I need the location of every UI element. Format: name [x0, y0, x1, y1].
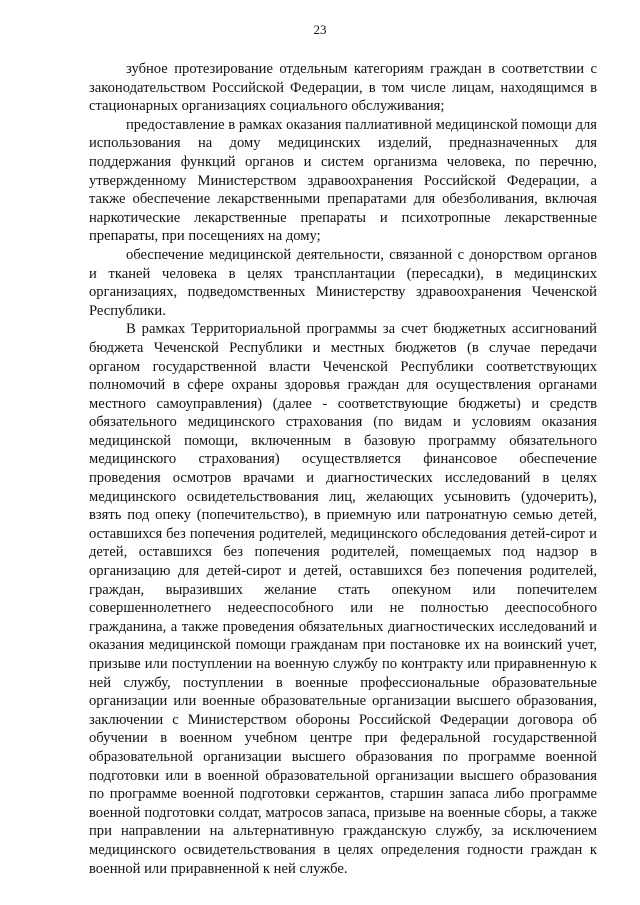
document-body — [89, 60, 597, 878]
page-number: 23 — [313, 22, 327, 37]
paragraph-territorial-program: В рамках Территориальной программы за счет бюджетных ассигнований бюджета Чеченской Республики и местных бюджетов (в случае передачи органом государственной власти Чеченской Республики соответствующих полномочий в сфере охраны здоровья граждан для осуществления органами местного самоуправления) (далее - соответствующие бюджеты) и средств обязательного медицинского страхования (по видам и условиям оказания медицинской помощи, включенным в базовую программу обязательного медицинского страхования) осуществляется финансовое обеспечение проведения осмотров врачами и диагностических исследований в целях медицинского освидетельствования лиц, желающих усыновить (удочерить), взять под опеку (попечительство), в приемную или патронатную семью детей, оставшихся без попечения родителей, медицинского обследования детей-сирот и детей, оставшихся без попечения родителей, помещаемых под надзор в организацию для детей-сирот и детей, оставшихся без попечения родителей, граждан, выразивших желание стать опекуном или попечителем совершеннолетнего недееспособного или не полностью дееспособного гражданина, а также проведения обязательных диагностических исследований и оказания медицинской помощи гражданам при постановке их на воинский учет, призыве или поступлении на военную службу по контракту или приравненную к ней службу, поступлении в военные профессиональные образовательные организации или военные образовательные организации высшего образования, заключении с Министерством обороны Российской Федерации договора об обучении в военном учебном центре при федеральной государственной образовательной организации высшего образования по программе военной подготовки или в военной образовательной организации высшего образования по программе военной подготовки сержантов, старшин запаса либо программе военной подготовки солдат, матросов запаса, призыве на военные сборы, а также при направлении на альтернативную гражданскую службу, за исключением медицинского освидетельствования в целях определения годности граждан к военной или приравненной к ней службе. — [89, 321, 597, 877]
paragraph-dental-prosthetics: зубное протезирование отдельным категориям граждан в соответствии с законодательством Российской Федерации, в том числе лицам, находящимся в стационарных организациях социального обслуживания; — [89, 61, 597, 115]
paragraph-palliative-care: предоставление в рамках оказания паллиативной медицинской помощи для использования на дому медицинских изделий, предназначенных для поддержания функций органов и систем организма человека, по перечню, утвержденному Министерством здравоохранения Российской Федерации, а также обеспечение лекарственными препаратами для обезболивания, включая наркотические лекарственные препараты и психотропные лекарственные препараты, при посещениях на дому; — [89, 116, 597, 245]
paragraph-organ-donation: обеспечение медицинской деятельности, связанной с донорством органов и тканей человека в целях трансплантации (пересадки), в медицинских организациях, подведомственных Министерству здравоохранения Чеченской Республики. — [89, 246, 597, 319]
